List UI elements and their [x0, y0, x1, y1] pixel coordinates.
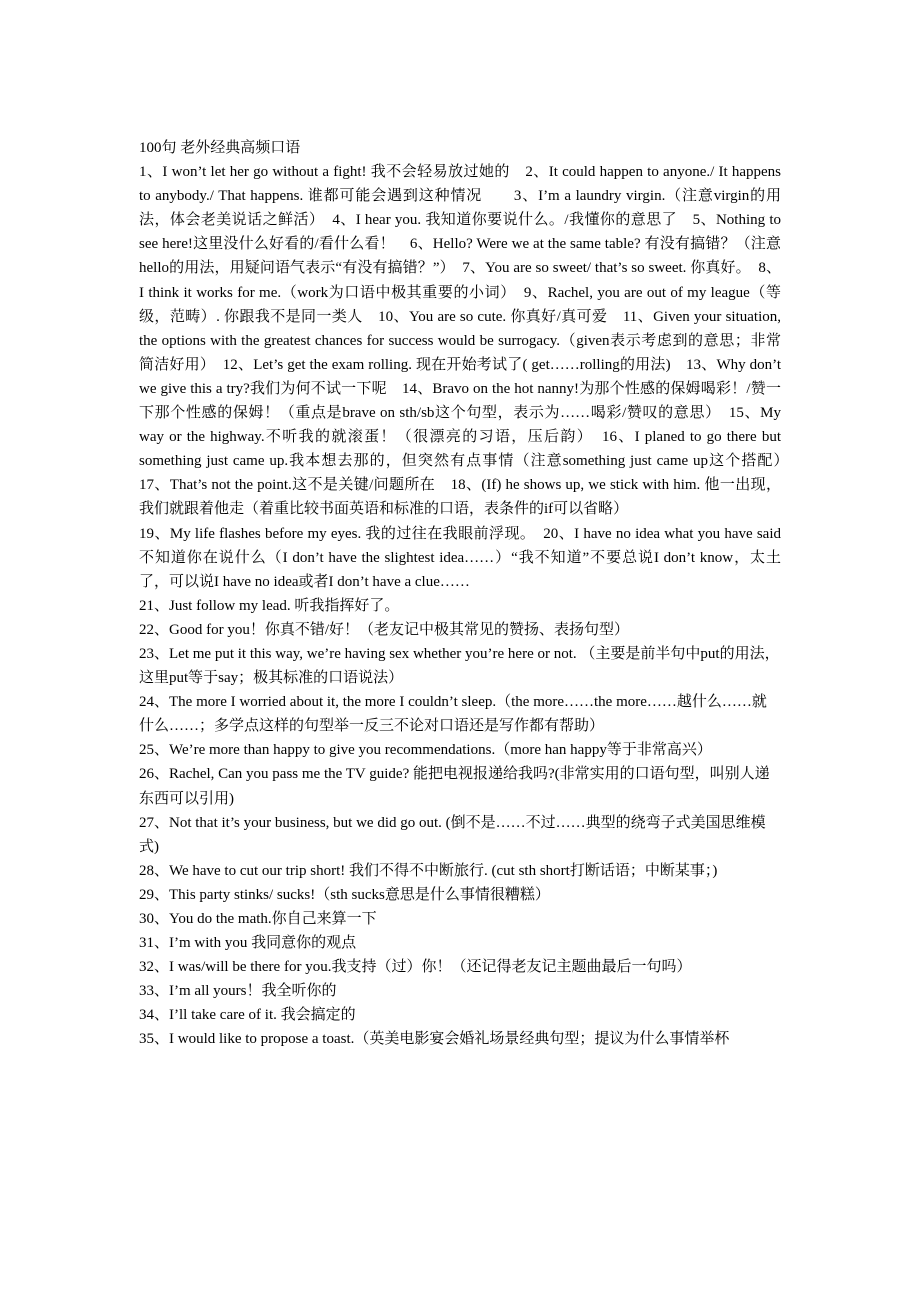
phrase-35: 35、I would like to propose a toast.（英美电影宴会婚礼场景经典句型；提议为什么事情举杯: [139, 1031, 730, 1048]
document-page: [139, 136, 797, 1052]
phrase-26: 26、Rachel, Can you pass me the TV guide? 能把电视报递给我吗?(非常实用的口语句型，叫别人递东西可以引用): [139, 766, 770, 807]
phrase-27: 27、Not that it’s your business, but we did go out. (倒不是……不过……典型的绕弯子式美国思维模式): [139, 814, 766, 855]
phrase-31: 31、I’m with you 我同意你的观点: [139, 935, 357, 952]
phrase-22: 22、Good for you！你真不错/好！（老友记中极其常见的赞扬、表扬句型）: [139, 621, 629, 638]
phrase-24: 24、The more I worried about it, the more I couldn’t sleep.（the more……the more……越什么……就什么……；多学点这样的句型举一反三不论对口语还是写作都有帮助）: [139, 694, 767, 735]
phrases-19-20: 19、My life flashes before my eyes. 我的过往在我眼前浮现。 20、I have no idea what you have said不知道你在说什么（I don’t have the slightest idea……）“我不知道”不要总说I don’t know，太土了，可以说I have no idea或者I don’t have a clue……: [139, 525, 781, 590]
phrase-25: 25、We’re more than happy to give you recommendations.（more han happy等于非常高兴）: [139, 742, 712, 759]
phrase-29: 29、This party stinks/ sucks!（sth sucks意思是什么事情很糟糕）: [139, 886, 550, 903]
phrases-1-18: 1、I won’t let her go without a fight! 我不会轻易放过她的 2、It could happen to anyone./ It happens to anybody./ That happens. 谁都可能会遇到这种情况 3、I’m a laundry virgin.（注意virgin的用法，体会老美说话之鲜活） 4、I hear you. 我知道你要说什么。/我懂你的意思了 5、Nothing to see here!这里没什么好看的/看什么看！ 6、Hello? Were we at the same table? 有没有搞错？（注意hello的用法，用疑问语气表示“有没有搞错？”） 7、You are so sweet/ that’s so sweet. 你真好。 8、I think it works for me.（work为口语中极其重要的小词） 9、Rachel, you are out of my league（等级，范畴）. 你跟我不是同一类人 10、You are so cute. 你真好/真可爱 11、Given your situation, the options with the greatest chances for success would be surrogacy.（given表示考虑到的意思；非常简洁好用） 12、Let’s get the exam rolling. 现在开始考试了( get……rolling的用法) 13、Why don’t we give this a try?我们为何不试一下呢 14、Bravo on the hot nanny!为那个性感的保姆喝彩！/赞一下那个性感的保姆！（重点是brave on sth/sb这个句型，表示为……喝彩/赞叹的意思） 15、My way or the highway.不听我的就滚蛋！（很漂亮的习语，压后韵） 16、I planed to go there but something just came up.我本想去那的，但突然有点事情（注意something just came up这个搭配） 17、That’s not the point.这不是关键/问题所在 18、(If) he shows up, we stick with him. 他一出现，我们就跟着他走（着重比较书面英语和标准的口语，表条件的if可以省略）: [139, 164, 797, 518]
phrase-28: 28、We have to cut our trip short! 我们不得不中断旅行. (cut sth short打断话语；中断某事；): [139, 862, 718, 879]
phrase-32: 32、I was/will be there for you.我支持（过）你！（还记得老友记主题曲最后一句吗）: [139, 959, 692, 976]
phrase-33: 33、I’m all yours！我全听你的: [139, 983, 337, 1000]
phrase-30: 30、You do the math.你自己来算一下: [139, 911, 377, 927]
phrase-21: 21、Just follow my lead. 听我指挥好了。: [139, 597, 400, 614]
phrase-34: 34、I’ll take care of it. 我会搞定的: [139, 1007, 356, 1024]
phrase-23: 23、Let me put it this way, we’re having sex whether you’re here or not. （主要是前半句中put的用法，这里put等于say；极其标准的口语说法）: [139, 645, 780, 687]
document-title: 100句 老外经典高频口语: [139, 140, 301, 156]
